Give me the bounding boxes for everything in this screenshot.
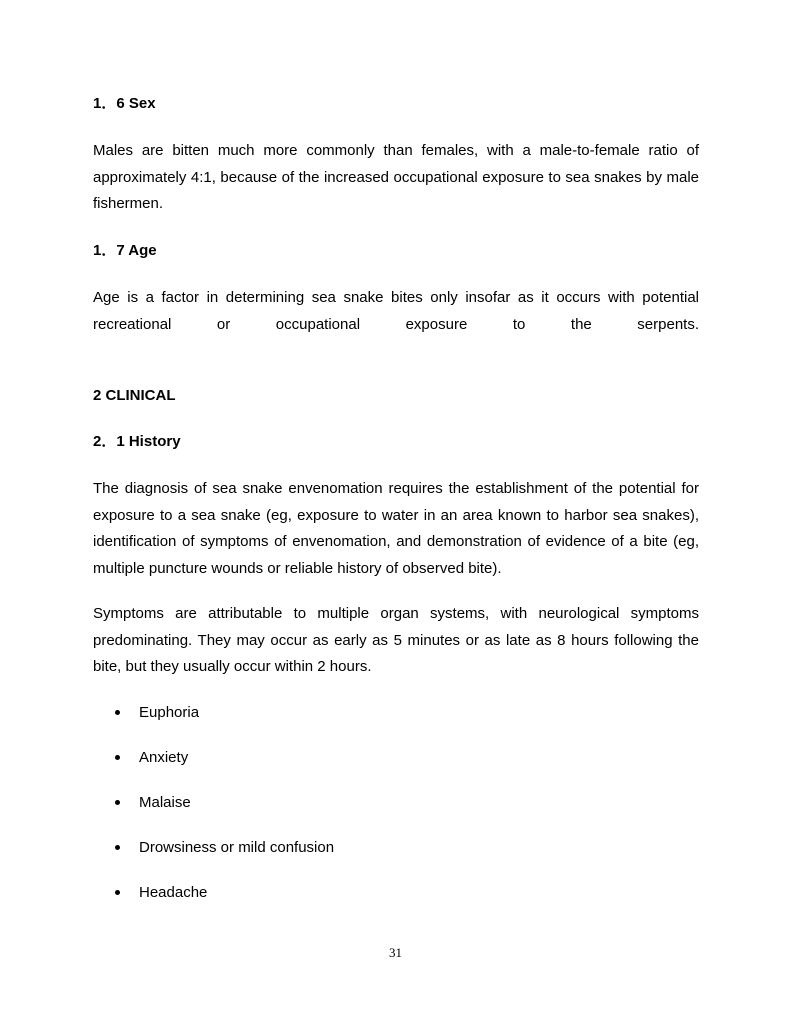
bullet-icon <box>115 755 120 760</box>
list-item-text: Euphoria <box>139 704 200 721</box>
list-item-text: Anxiety <box>139 749 189 766</box>
bullet-icon <box>115 800 120 805</box>
bullet-icon <box>115 845 120 850</box>
paragraph-history-symptoms: Symptoms are attributable to multiple organ systems, with neurological symptoms predominating. They may occur as early as 5 minutes or as late as 8 hours following the bite, but they usually occur within 2 hours. <box>93 605 699 675</box>
document-page <box>93 0 699 1024</box>
section-heading-history: 2．1 History <box>93 433 181 450</box>
section-heading-sex: 1．6 Sex <box>93 95 156 112</box>
section-heading-age: 1．7 Age <box>93 242 157 259</box>
list-item-text: Headache <box>139 884 208 901</box>
page-number: 31 <box>389 945 402 960</box>
bullet-icon <box>115 710 120 715</box>
section-heading-clinical: 2 CLINICAL <box>93 387 176 404</box>
paragraph-age: Age is a factor in determining sea snake bites only insofar as it occurs with potential recreational or occupational exposure to the serpents. <box>93 289 699 333</box>
paragraph-history-diagnosis: The diagnosis of sea snake envenomation requires the establishment of the potential for exposure to a sea snake (eg, exposure to water in an area known to harbor sea snakes), identification of symptoms of envenomation, and demonstration of evidence of a bite (eg, multiple puncture wounds or reliable history of observed bite). <box>93 480 699 577</box>
list-item-text: Drowsiness or mild confusion <box>139 839 335 856</box>
bullet-icon <box>115 890 120 895</box>
list-item-text: Malaise <box>139 794 191 811</box>
paragraph-sex: Males are bitten much more commonly than females, with a male-to-female ratio of approximately 4:1, because of the increased occupational exposure to sea snakes by male fishermen. <box>93 142 699 212</box>
